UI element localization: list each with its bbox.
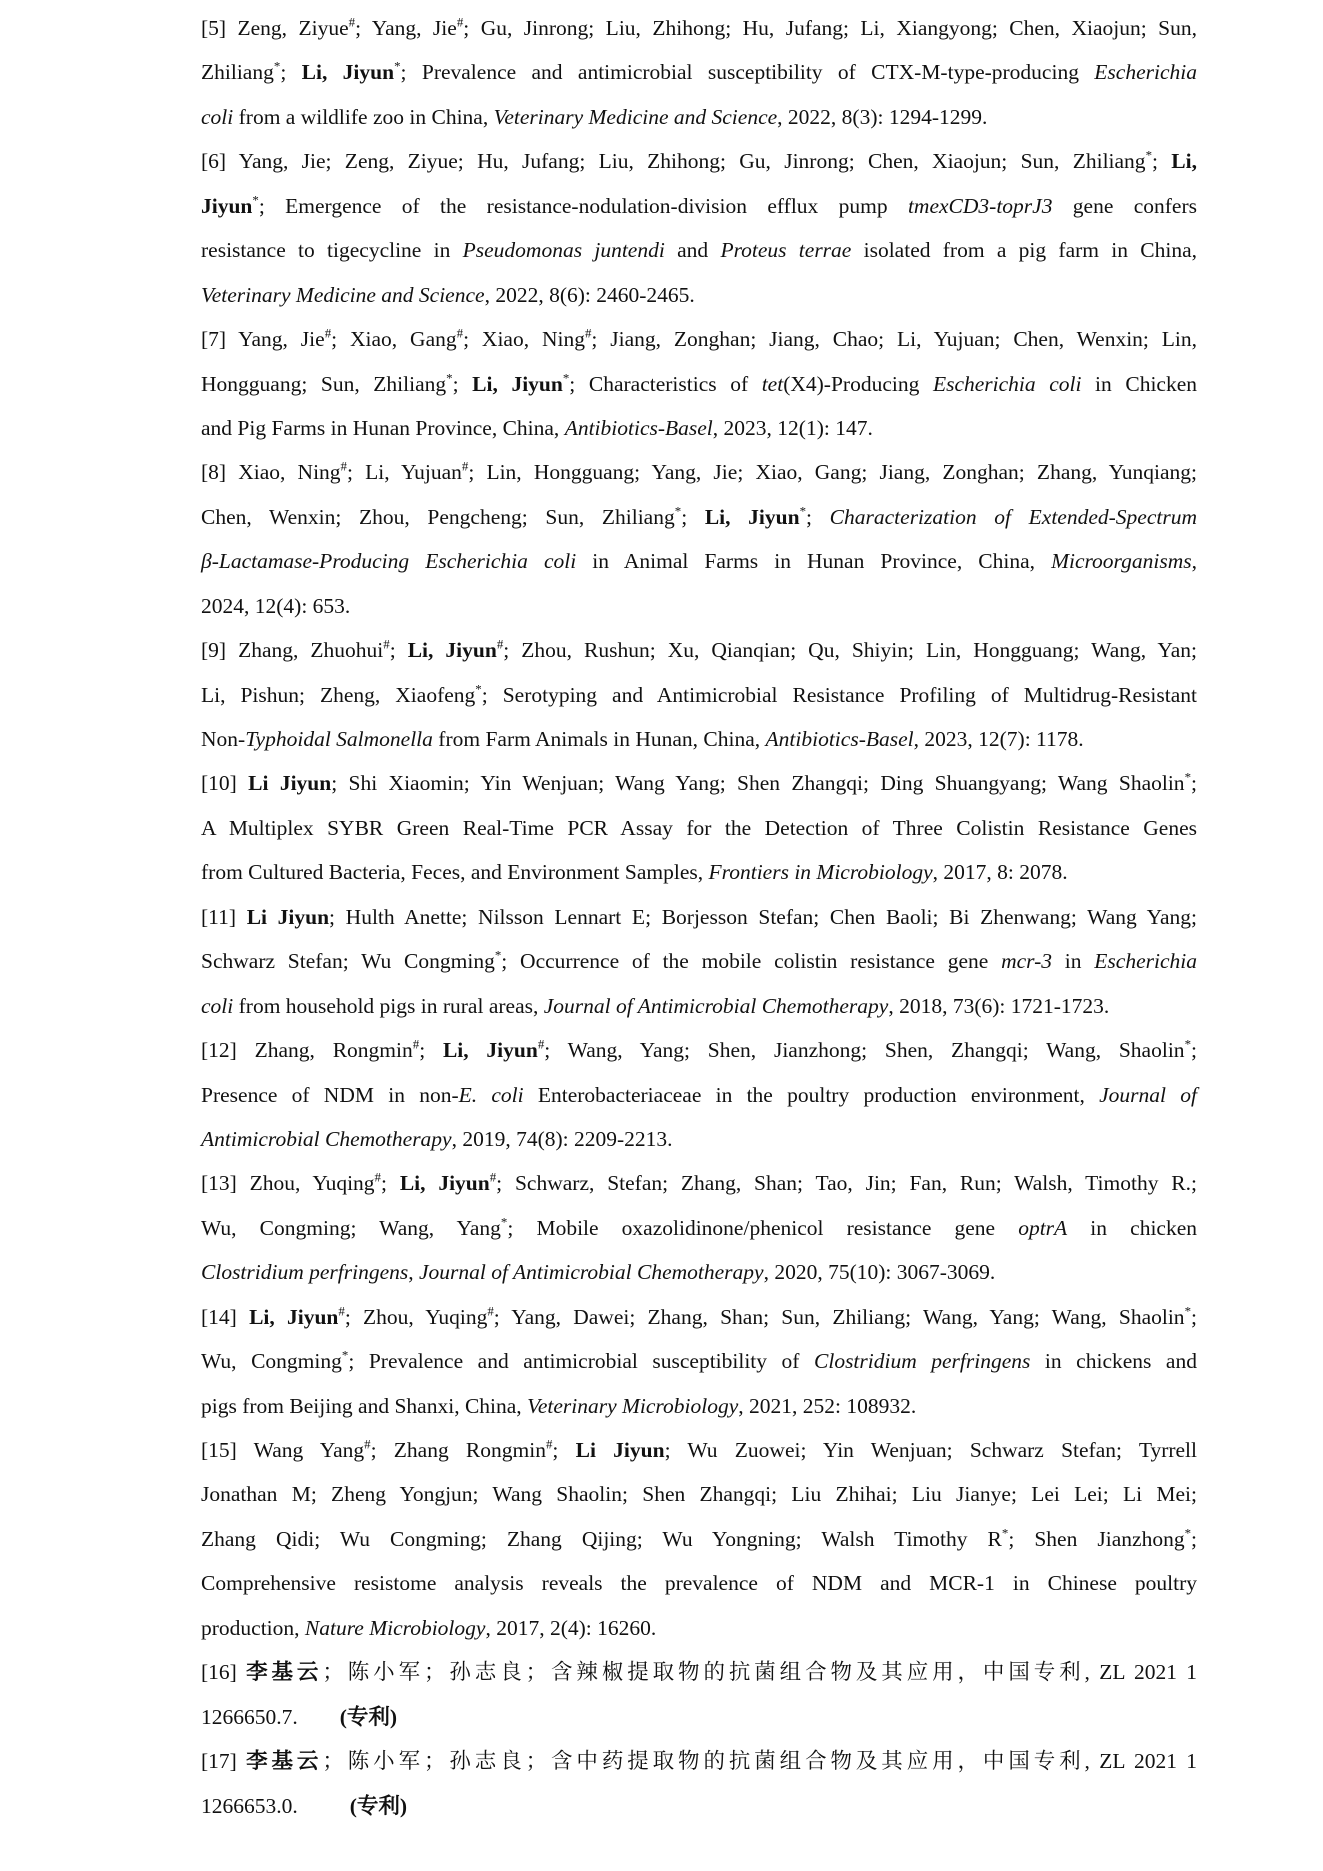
italic-text: Escherichia [1094, 60, 1197, 85]
reference-line [201, 1739, 1197, 1783]
reference-text: ; Gu, Jinrong; Liu, Zhihong; Hu, Jufang; Li, Xiangyong; Chen, Xiaojun; Sun, [463, 16, 1197, 40]
reference-line [201, 1028, 1197, 1072]
reference-text: , [408, 1260, 420, 1285]
italic-text: Escherichia [1094, 949, 1197, 974]
reference-text: Wu, Congming [201, 1349, 342, 1374]
reference-text: ; Schwarz, Stefan; Zhang, Shan; Tao, Jin; Fan, Run; Walsh, Timothy R.; [496, 1171, 1197, 1196]
italic-text: Characterization of Extended-Spectrum [829, 504, 1197, 529]
author-highlight: Li, Jiyun [399, 1171, 490, 1196]
reference-text: Schwarz Stefan; Wu Congming [201, 949, 495, 974]
reference-line [201, 139, 1197, 183]
reference-text: [10] [201, 771, 249, 796]
reference-text: ; [552, 1438, 576, 1462]
reference-text: 1266653.0. [201, 1793, 298, 1818]
reference-line [201, 50, 1197, 94]
reference-text: from Cultured Bacteria, Feces, and Environment Samples, [201, 860, 709, 885]
reference-text: [11] [201, 904, 247, 929]
reference-text: ; [1191, 1038, 1197, 1063]
co-first-author-mark: # [412, 1037, 420, 1052]
reference-line [201, 1517, 1197, 1561]
co-first-author-mark: # [456, 326, 464, 341]
reference-text: ; Zhou, Rushun; Xu, Qianqian; Qu, Shiyin; Lin, Hongguang; Wang, Yan; [503, 638, 1198, 663]
co-first-author-mark: # [537, 1037, 545, 1052]
reference-line [201, 1206, 1197, 1250]
italic-text: mcr-3 [1001, 949, 1053, 974]
reference-text: in [1052, 949, 1095, 974]
reference-entry [201, 761, 1197, 894]
reference-text: ; Xiao, Ning [463, 327, 585, 352]
reference-text: Chen, Wenxin; Zhou, Pengcheng; Sun, Zhiliang [201, 504, 675, 529]
reference-line [201, 761, 1197, 805]
reference-line [201, 850, 1197, 894]
co-first-author-mark: # [461, 460, 469, 474]
reference-text: [15] Wang Yang [201, 1438, 365, 1462]
italic-text: Pseudomonas juntendi [462, 238, 665, 263]
reference-entry [201, 450, 1197, 628]
reference-entry [201, 1428, 1197, 1650]
reference-line [201, 450, 1197, 494]
reference-entry [201, 1650, 1197, 1739]
reference-text: Zhiliang [201, 60, 274, 85]
italic-text: Escherichia coli [932, 371, 1082, 396]
corresponding-author-mark: * [273, 60, 281, 75]
reference-text: ; [1191, 1304, 1197, 1329]
italic-text: tet [761, 371, 784, 396]
reference-text: , 2023, 12(7): 1178. [913, 727, 1084, 751]
reference-text: [5] Zeng, Ziyue [201, 16, 349, 40]
reference-entry [201, 1295, 1197, 1428]
co-first-author-mark: # [456, 15, 464, 30]
reference-text: in chickens and [1030, 1349, 1197, 1374]
reference-line [201, 1695, 1197, 1739]
reference-text: (X4)-Producing [783, 371, 933, 396]
co-first-author-mark: # [496, 637, 504, 652]
reference-text: , [1191, 549, 1197, 574]
reference-text: ; [381, 1171, 400, 1196]
reference-text: [17] [201, 1749, 247, 1774]
reference-line [201, 628, 1197, 672]
reference-line [201, 1117, 1197, 1161]
co-first-author-mark: # [584, 326, 592, 341]
author-highlight: Li Jiyun [246, 904, 330, 929]
reference-line [201, 495, 1197, 539]
reference-text: ; Occurrence of the mobile colistin resistance gene [501, 949, 1002, 974]
co-first-author-mark: # [383, 637, 390, 652]
reference-line [201, 362, 1197, 406]
reference-text: [6] Yang, Jie; Zeng, Ziyue; Hu, Jufang; Liu, Zhihong; Gu, Jinrong; Chen, Xiaojun; Sun, Zhiliang [201, 149, 1146, 174]
reference-text: in Animal Farms in Hunan Province, China, [576, 549, 1052, 574]
reference-line [201, 6, 1197, 50]
reference-line [201, 317, 1197, 361]
reference-text: ；陈小军；孙志良；含辣椒提取物的抗菌组合物及其应用，中国专利, ZL 2021 1 [322, 1660, 1197, 1685]
author-highlight: 李基云 [246, 1660, 323, 1685]
italic-text: Frontiers in Microbiology [708, 860, 933, 885]
reference-line [201, 717, 1197, 761]
reference-entry [201, 1739, 1197, 1828]
italic-text: Journal of Antimicrobial Chemotherapy [419, 1260, 764, 1285]
reference-text: ; [419, 1038, 443, 1063]
reference-entry [201, 139, 1197, 317]
italic-text: Microorganisms [1051, 549, 1192, 574]
co-first-author-mark: # [374, 1171, 381, 1185]
reference-text: Comprehensive resistome analysis reveals the prevalence of NDM and MCR-1 in Chinese poultry [201, 1571, 1197, 1596]
reference-text: in chicken [1067, 1215, 1198, 1240]
reference-text: Jonathan M; Zheng Yongjun; Wang Shaolin; Shen Zhangqi; Liu Zhihai; Liu Jianye; Lei Lei; Li Mei; [201, 1482, 1197, 1507]
italic-text: Antibiotics-Basel [564, 415, 713, 440]
reference-text: gene confers [1052, 193, 1197, 218]
author-highlight: Li, [1171, 149, 1197, 174]
author-highlight: Li Jiyun [575, 1438, 665, 1462]
reference-text: Non- [201, 727, 246, 751]
reference-text: ; Serotyping and Antimicrobial Resistance Profiling of Multidrug-Resistant [481, 682, 1197, 707]
author-highlight: Jiyun [201, 193, 253, 218]
reference-line [201, 1561, 1197, 1605]
reference-text: ; Prevalence and antimicrobial susceptibility of CTX-M-type-producing [400, 60, 1095, 85]
reference-line [201, 1161, 1197, 1205]
corresponding-author-mark: * [799, 504, 807, 519]
reference-text: Wu, Congming; Wang, Yang [201, 1215, 501, 1240]
reference-line [201, 95, 1197, 139]
co-first-author-mark: # [489, 1171, 497, 1185]
reference-text: 2024, 12(4): 653. [201, 593, 351, 618]
reference-text: A Multiplex SYBR Green Real-Time PCR Assay for the Detection of Three Colistin Resistance Genes [201, 815, 1197, 840]
reference-line [201, 228, 1197, 272]
co-first-author-mark: # [348, 15, 356, 30]
reference-text: ; Jiang, Zonghan; Jiang, Chao; Li, Yujuan; Chen, Wenxin; Lin, [591, 327, 1197, 352]
reference-line [201, 1650, 1197, 1694]
reference-text: ; Hulth Anette; Nilsson Lennart E; Borjesson Stefan; Chen Baoli; Bi Zhenwang; Wang Yang; [329, 904, 1197, 929]
reference-text: ; Shi Xiaomin; Yin Wenjuan; Wang Yang; Shen Zhangqi; Ding Shuangyang; Wang Shaolin [331, 771, 1185, 796]
corresponding-author-mark: * [475, 682, 482, 697]
reference-text: , 2021, 252: 108932. [738, 1393, 917, 1418]
reference-text: ; [1191, 771, 1197, 796]
reference-line [201, 673, 1197, 717]
italic-text: Proteus terrae [720, 238, 852, 263]
author-highlight: Li, Jiyun [249, 1304, 339, 1329]
italic-text: Clostridium perfringens [201, 1260, 409, 1285]
corresponding-author-mark: * [1184, 1526, 1192, 1541]
corresponding-author-mark: * [674, 504, 682, 519]
co-first-author-mark: # [487, 1304, 494, 1319]
reference-line [201, 1784, 1197, 1828]
author-highlight: Li, Jiyun [472, 371, 563, 396]
corresponding-author-mark: * [1184, 771, 1192, 786]
reference-text: Li, Pishun; Zheng, Xiaofeng [201, 682, 476, 707]
reference-entry [201, 317, 1197, 450]
italic-text: coli [201, 104, 234, 129]
reference-list [201, 6, 1197, 1828]
reference-text: pigs from Beijing and Shanxi, China, [201, 1393, 528, 1418]
corresponding-author-mark: * [500, 1215, 508, 1230]
author-highlight: Li Jiyun [248, 771, 332, 796]
reference-text: [14] [201, 1304, 250, 1329]
reference-line [201, 1428, 1197, 1472]
reference-text: , 2017, 2(4): 16260. [485, 1615, 657, 1640]
author-highlight: Li, Jiyun [442, 1038, 538, 1063]
reference-text: ; Wu Zuowei; Yin Wenjuan; Schwarz Stefan; Tyrrell [664, 1438, 1198, 1462]
corresponding-author-mark: * [494, 948, 502, 963]
reference-text: ; Yang, Dawei; Zhang, Shan; Sun, Zhiliang; Wang, Yang; Wang, Shaolin [493, 1304, 1185, 1329]
reference-text: , 2022, 8(3): 1294-1299. [777, 104, 988, 129]
patent-label: (专利) [349, 1793, 408, 1818]
italic-text: β-Lactamase-Producing Escherichia coli [201, 549, 577, 574]
co-first-author-mark: # [340, 460, 347, 474]
reference-entry [201, 895, 1197, 1028]
reference-text: ; [280, 60, 302, 85]
italic-text: Nature Microbiology [304, 1615, 486, 1640]
co-first-author-mark: # [324, 326, 332, 341]
italic-text: Journal of Antimicrobial Chemotherapy [543, 993, 889, 1018]
reference-text: in Chicken [1081, 371, 1198, 396]
reference-text: , 2019, 74(8): 2209-2213. [451, 1126, 673, 1151]
reference-text: Presence of NDM in non- [201, 1082, 459, 1107]
corresponding-author-mark: * [341, 1348, 349, 1363]
reference-text: ; [389, 638, 408, 663]
reference-text: resistance to tigecycline in [201, 238, 463, 263]
reference-line [201, 895, 1197, 939]
corresponding-author-mark: * [1145, 148, 1153, 163]
reference-text: ; [452, 371, 473, 396]
corresponding-author-mark: * [1184, 1037, 1192, 1052]
reference-text: ; Zhou, Yuqing [344, 1304, 488, 1329]
reference-line [201, 1472, 1197, 1516]
reference-text: 1266650.7. [201, 1704, 298, 1729]
italic-text: Journal of [1099, 1082, 1197, 1107]
reference-text: [9] Zhang, Zhuohui [201, 638, 384, 663]
corresponding-author-mark: * [562, 371, 570, 386]
reference-entry [201, 1028, 1197, 1161]
reference-text: ; Xiao, Gang [331, 327, 457, 352]
italic-text: coli [201, 993, 234, 1018]
reference-line [201, 984, 1197, 1028]
reference-text: Hongguang; Sun, Zhiliang [201, 371, 447, 396]
reference-text: Enterobacteriaceae in the poultry production environment, [523, 1082, 1100, 1107]
reference-text: , 2023, 12(1): 147. [712, 415, 873, 440]
reference-entry [201, 6, 1197, 139]
reference-text: , 2022, 8(6): 2460-2465. [484, 282, 695, 307]
reference-text: ; Lin, Hongguang; Yang, Jie; Xiao, Gang; Jiang, Zonghan; Zhang, Yunqiang; [468, 460, 1197, 485]
reference-text: [16] [201, 1660, 247, 1685]
corresponding-author-mark: * [446, 371, 453, 386]
reference-text: isolated from a pig farm in China, [851, 238, 1197, 263]
reference-text: Zhang Qidi; Wu Congming; Zhang Qijing; Wu Yongning; Walsh Timothy R [201, 1526, 1002, 1551]
corresponding-author-mark: * [1001, 1526, 1009, 1541]
reference-text: , 2018, 73(6): 1721-1723. [888, 993, 1110, 1018]
italic-text: Veterinary Medicine and Science [493, 104, 778, 129]
italic-text: E. coli [458, 1082, 524, 1107]
reference-line [201, 539, 1197, 583]
reference-line [201, 1295, 1197, 1339]
reference-line [201, 406, 1197, 450]
reference-entry [201, 1161, 1197, 1294]
italic-text: Typhoidal Salmonella [245, 727, 433, 751]
author-highlight: Li, Jiyun [704, 504, 800, 529]
reference-text: ; [806, 504, 830, 529]
reference-text: ；陈小军；孙志良；含中药提取物的抗菌组合物及其应用，中国专利, ZL 2021 1 [322, 1749, 1197, 1774]
reference-text: from Farm Animals in Hunan, China, [432, 727, 766, 751]
reference-entry [201, 628, 1197, 761]
co-first-author-mark: # [364, 1437, 371, 1452]
italic-text: tmexCD3-toprJ3 [907, 193, 1053, 218]
reference-line [201, 1606, 1197, 1650]
italic-text: Veterinary Microbiology [527, 1393, 739, 1418]
author-highlight: Li, Jiyun [301, 60, 395, 85]
corresponding-author-mark: * [394, 60, 401, 75]
reference-text: ; [1152, 149, 1172, 174]
reference-text: ; Wang, Yang; Shen, Jianzhong; Shen, Zhangqi; Wang, Shaolin [544, 1038, 1185, 1063]
reference-text: ; Prevalence and antimicrobial susceptibility of [348, 1349, 814, 1374]
patent-label: (专利) [339, 1704, 398, 1729]
reference-line [201, 1384, 1197, 1428]
italic-text: Antimicrobial Chemotherapy [201, 1126, 452, 1151]
corresponding-author-mark: * [1184, 1304, 1192, 1319]
italic-text: optrA [1018, 1215, 1068, 1240]
reference-line [201, 806, 1197, 850]
reference-text: [7] Yang, Jie [201, 327, 325, 352]
reference-text: ; Yang, Jie [355, 16, 457, 40]
reference-text: ; [681, 504, 705, 529]
reference-text: ; Characteristics of [569, 371, 762, 396]
reference-line [201, 939, 1197, 983]
reference-text: ; Shen Jianzhong [1008, 1526, 1185, 1551]
italic-text: Antibiotics-Basel [765, 727, 914, 751]
reference-text: ; Mobile oxazolidinone/phenicol resistance gene [507, 1215, 1019, 1240]
reference-text: production, [201, 1615, 305, 1640]
co-first-author-mark: # [338, 1304, 345, 1319]
reference-text: and [664, 238, 721, 263]
italic-text: Clostridium perfringens [814, 1349, 1031, 1374]
author-highlight: Li, Jiyun [407, 638, 497, 663]
reference-text: ; Li, Yujuan [347, 460, 462, 485]
corresponding-author-mark: * [252, 193, 259, 208]
italic-text: Veterinary Medicine and Science [201, 282, 485, 307]
reference-text: , 2020, 75(10): 3067-3069. [763, 1260, 996, 1285]
reference-line [201, 1250, 1197, 1294]
reference-text: [12] Zhang, Rongmin [201, 1038, 413, 1063]
reference-line [201, 1339, 1197, 1383]
reference-line [201, 584, 1197, 628]
reference-text: ; [1191, 1526, 1198, 1551]
reference-line [201, 273, 1197, 317]
reference-text: ; Zhang Rongmin [370, 1438, 546, 1462]
co-first-author-mark: # [545, 1437, 553, 1452]
reference-line [201, 184, 1197, 228]
reference-text: and Pig Farms in Hunan Province, China, [201, 415, 565, 440]
reference-text: ; Emergence of the resistance-nodulation-division efflux pump [258, 193, 908, 218]
reference-text: , 2017, 8: 2078. [932, 860, 1068, 885]
reference-text: from a wildlife zoo in China, [233, 104, 494, 129]
reference-line [201, 1073, 1197, 1117]
author-highlight: 李基云 [246, 1749, 323, 1774]
reference-text: [8] Xiao, Ning [201, 460, 341, 485]
reference-text: [13] Zhou, Yuqing [201, 1171, 375, 1196]
reference-text: from household pigs in rural areas, [233, 993, 544, 1018]
